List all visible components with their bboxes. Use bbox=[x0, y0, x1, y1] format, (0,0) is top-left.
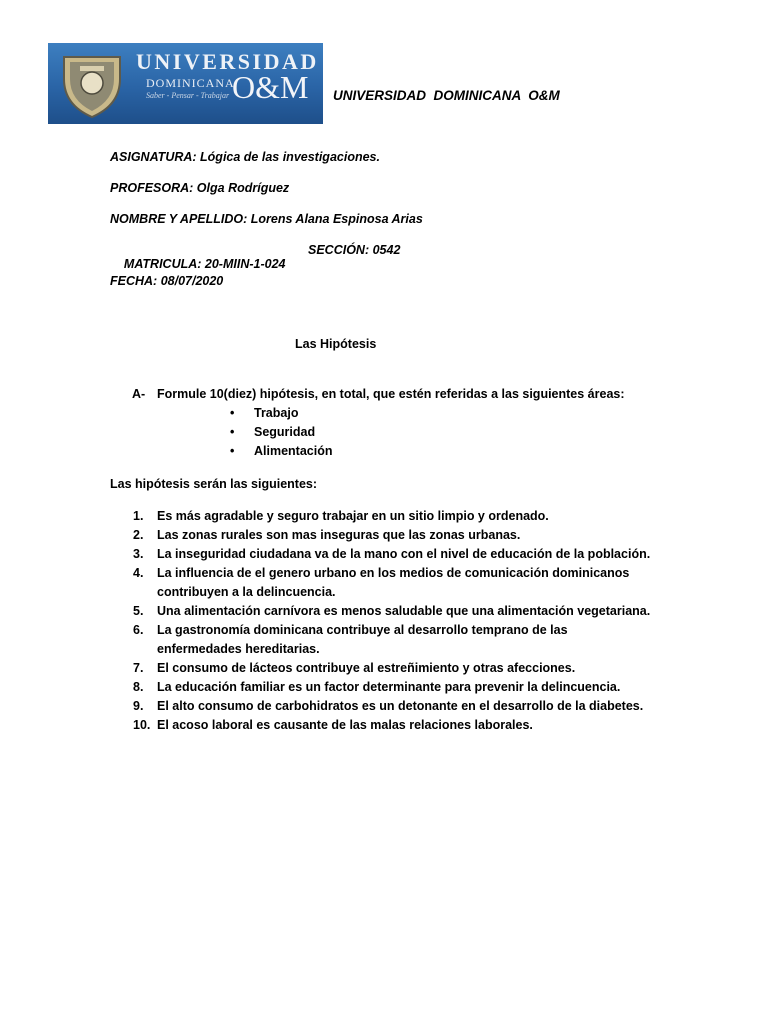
item-number: 6. bbox=[133, 623, 144, 637]
question-block bbox=[132, 387, 625, 401]
item-text: El alto consumo de carbohidratos es un detonante en el desarrollo de la diabetes. bbox=[157, 699, 644, 713]
bullet-icon: • bbox=[230, 444, 235, 458]
logo-om-text: O&M bbox=[232, 69, 309, 105]
list-item bbox=[133, 621, 653, 659]
section-line: SECCIÓN: 0542 bbox=[308, 243, 401, 257]
hypotheses-list bbox=[133, 507, 653, 735]
enrollment-row bbox=[110, 243, 401, 299]
question-text: Formule 10(diez) hipótesis, en total, que estén referidas a las siguientes áreas: bbox=[157, 387, 625, 401]
list-item bbox=[133, 507, 653, 526]
logo-motto: Saber - Pensar - Trabajar bbox=[146, 91, 230, 100]
university-title: UNIVERSIDAD DOMINICANA O&M bbox=[333, 88, 560, 103]
list-item bbox=[133, 697, 653, 716]
area-label: Alimentación bbox=[254, 444, 333, 458]
item-text: Es más agradable y seguro trabajar en un sitio limpio y ordenado. bbox=[157, 509, 549, 523]
date-line: FECHA: 08/07/2020 bbox=[110, 274, 224, 288]
subject-line: ASIGNATURA: Lógica de las investigaciones. bbox=[110, 150, 380, 164]
bullet-icon: • bbox=[230, 425, 235, 439]
item-number: 1. bbox=[133, 509, 144, 523]
list-item bbox=[133, 526, 653, 545]
list-item bbox=[133, 659, 653, 678]
hypotheses-intro: Las hipótesis serán las siguientes: bbox=[110, 477, 318, 491]
item-text: La inseguridad ciudadana va de la mano con el nivel de educación de la población. bbox=[157, 547, 651, 561]
logo-dominicana-text: DOMINICANA bbox=[146, 76, 235, 90]
item-text: La educación familiar es un factor determinante para prevenir la delincuencia. bbox=[157, 680, 621, 694]
item-text: Una alimentación carnívora es menos saludable que una alimentación vegetariana. bbox=[157, 604, 651, 618]
student-name-line: NOMBRE Y APELLIDO: Lorens Alana Espinosa Arias bbox=[110, 212, 423, 226]
professor-line: PROFESORA: Olga Rodríguez bbox=[110, 181, 290, 195]
list-item bbox=[133, 602, 653, 621]
list-item bbox=[133, 564, 653, 602]
question-marker: A- bbox=[132, 387, 146, 401]
list-item bbox=[133, 716, 653, 735]
logo-universidad-text: UNIVERSIDAD bbox=[136, 49, 319, 74]
university-logo bbox=[48, 43, 323, 124]
item-number: 4. bbox=[133, 566, 144, 580]
area-label: Trabajo bbox=[254, 406, 299, 420]
item-text: La influencia de el genero urbano en los medios de comunicación dominicanos contribuyen a la delincuencia. bbox=[157, 566, 630, 599]
item-text: Las zonas rurales son mas inseguras que las zonas urbanas. bbox=[157, 528, 521, 542]
area-label: Seguridad bbox=[254, 425, 316, 439]
item-number: 3. bbox=[133, 547, 144, 561]
list-item bbox=[133, 678, 653, 697]
item-number: 8. bbox=[133, 680, 144, 694]
item-text: La gastronomía dominicana contribuye al desarrollo temprano de las enfermedades hereditarias. bbox=[157, 623, 568, 656]
document-title: Las Hipótesis bbox=[295, 337, 377, 351]
item-number: 7. bbox=[133, 661, 144, 675]
list-item bbox=[133, 545, 653, 564]
shield-crest-icon bbox=[56, 49, 128, 121]
enrollment-line: MATRICULA: 20-MIIN-1-024 bbox=[123, 257, 286, 271]
item-number: 10. bbox=[133, 718, 151, 732]
item-text: El acoso laboral es causante de las malas relaciones laborales. bbox=[157, 718, 533, 732]
item-text: El consumo de lácteos contribuye al estreñimiento y otras afecciones. bbox=[157, 661, 576, 675]
item-number: 5. bbox=[133, 604, 144, 618]
item-number: 9. bbox=[133, 699, 144, 713]
item-number: 2. bbox=[133, 528, 144, 542]
bullet-icon: • bbox=[230, 406, 235, 420]
